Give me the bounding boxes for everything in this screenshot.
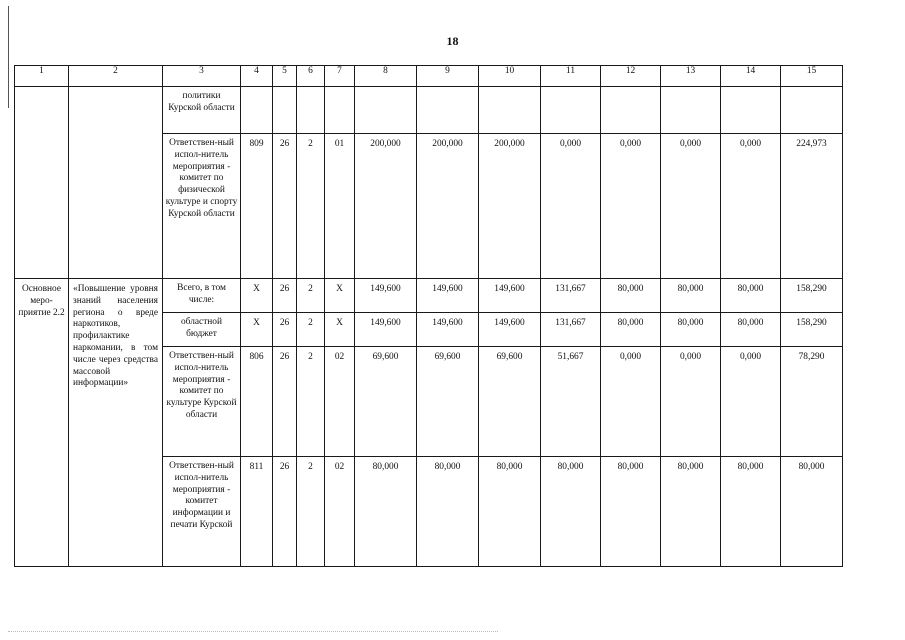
column-header: 2	[69, 66, 163, 87]
cell-empty	[721, 87, 781, 134]
column-header: 8	[355, 66, 417, 87]
cell-measure-title: «Повышение уровня знаний населения региона о вреде наркотиков, профилактике наркомании, в том числе через средства массовой информации»	[69, 279, 163, 567]
column-header: 10	[479, 66, 541, 87]
cell-value: 80,000	[601, 457, 661, 567]
cell-value: X	[325, 279, 355, 313]
cell-value: 80,000	[541, 457, 601, 567]
cell-value: 2	[297, 279, 325, 313]
cell-value: X	[241, 279, 273, 313]
cell-value: 26	[273, 457, 297, 567]
cell-value: 149,600	[355, 279, 417, 313]
cell-value: 200,000	[479, 134, 541, 279]
cell-value: 809	[241, 134, 273, 279]
cell-value: 2	[297, 347, 325, 457]
column-header: 15	[781, 66, 843, 87]
cell-value: 69,600	[355, 347, 417, 457]
cell-value: 806	[241, 347, 273, 457]
column-header: 7	[325, 66, 355, 87]
cell-value: 131,667	[541, 279, 601, 313]
cell-value: 80,000	[601, 279, 661, 313]
cell-executor: Ответствен-ный испол-нитель мероприятия - комитет по физической культуре и спорту Курской области	[163, 134, 241, 279]
cell-value: 26	[273, 313, 297, 347]
cell-value: 01	[325, 134, 355, 279]
column-header: 13	[661, 66, 721, 87]
cell-value: X	[241, 313, 273, 347]
cell-value: 80,000	[661, 457, 721, 567]
table-row	[15, 279, 843, 313]
column-header: 12	[601, 66, 661, 87]
cell-value: 69,600	[417, 347, 479, 457]
cell-value: 0,000	[541, 134, 601, 279]
table-row	[15, 87, 843, 134]
cell-value: 200,000	[417, 134, 479, 279]
column-header: 9	[417, 66, 479, 87]
cell-value: 78,290	[781, 347, 843, 457]
cell-value: 26	[273, 347, 297, 457]
cell-empty	[355, 87, 417, 134]
cell-empty	[325, 87, 355, 134]
cell-value: 0,000	[661, 134, 721, 279]
column-header: 4	[241, 66, 273, 87]
cell-value: 80,000	[417, 457, 479, 567]
cell-value: 149,600	[479, 313, 541, 347]
cell-executor: Ответствен-ный испол-нитель мероприятия - комитет информации и печати Курской	[163, 457, 241, 567]
table-header-row	[15, 66, 843, 87]
cell-executor: Всего, в том числе:	[163, 279, 241, 313]
column-header: 5	[273, 66, 297, 87]
page-number: 18	[446, 34, 459, 48]
cell-value: 158,290	[781, 279, 843, 313]
cell-empty	[601, 87, 661, 134]
cell-value: 131,667	[541, 313, 601, 347]
cell-value: 80,000	[479, 457, 541, 567]
cell-value: 80,000	[721, 279, 781, 313]
cell-value: 26	[273, 134, 297, 279]
column-header: 6	[297, 66, 325, 87]
cell-value: 149,600	[479, 279, 541, 313]
column-header: 14	[721, 66, 781, 87]
column-header: 1	[15, 66, 69, 87]
cell-value: 0,000	[721, 347, 781, 457]
cell-value: 2	[297, 457, 325, 567]
cell-empty	[15, 87, 69, 279]
cell-value: 200,000	[355, 134, 417, 279]
cell-value: 80,000	[661, 279, 721, 313]
cell-empty	[661, 87, 721, 134]
cell-value: 149,600	[417, 313, 479, 347]
cell-value: 0,000	[661, 347, 721, 457]
binding-margin-line	[8, 6, 9, 108]
cell-value: 149,600	[417, 279, 479, 313]
cell-value: 158,290	[781, 313, 843, 347]
cell-value: 80,000	[721, 457, 781, 567]
cell-value: 80,000	[781, 457, 843, 567]
cell-empty	[273, 87, 297, 134]
cell-executor: политики Курской области	[163, 87, 241, 134]
column-header: 11	[541, 66, 601, 87]
cell-value: 80,000	[661, 313, 721, 347]
cell-value: 811	[241, 457, 273, 567]
scan-artifact-line	[8, 631, 498, 632]
cell-value: 2	[297, 134, 325, 279]
cell-value: 51,667	[541, 347, 601, 457]
cell-value: 80,000	[355, 457, 417, 567]
cell-value: 0,000	[601, 134, 661, 279]
cell-empty	[241, 87, 273, 134]
budget-table	[14, 65, 843, 567]
cell-value: 26	[273, 279, 297, 313]
column-header: 3	[163, 66, 241, 87]
cell-value: 02	[325, 457, 355, 567]
cell-empty	[69, 87, 163, 279]
cell-executor: областной бюджет	[163, 313, 241, 347]
cell-empty	[297, 87, 325, 134]
cell-empty	[417, 87, 479, 134]
cell-measure-number: Основное меро-приятие 2.2	[15, 279, 69, 567]
cell-value: 0,000	[721, 134, 781, 279]
cell-value: 0,000	[601, 347, 661, 457]
cell-empty	[781, 87, 843, 134]
cell-value: 224,973	[781, 134, 843, 279]
cell-empty	[479, 87, 541, 134]
cell-value: 80,000	[601, 313, 661, 347]
cell-empty	[541, 87, 601, 134]
cell-value: 2	[297, 313, 325, 347]
cell-value: X	[325, 313, 355, 347]
cell-value: 02	[325, 347, 355, 457]
cell-value: 149,600	[355, 313, 417, 347]
cell-value: 80,000	[721, 313, 781, 347]
cell-value: 69,600	[479, 347, 541, 457]
cell-executor: Ответствен-ный испол-нитель мероприятия - комитет по культуре Курской области	[163, 347, 241, 457]
